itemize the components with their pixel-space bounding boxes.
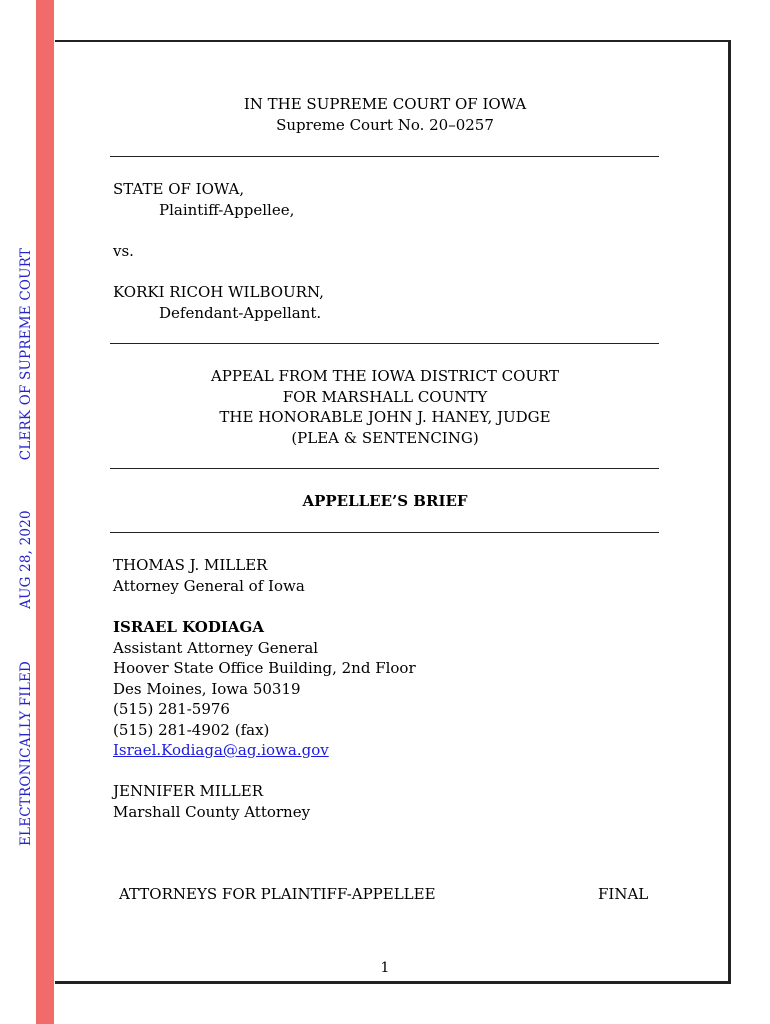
divider (110, 343, 659, 344)
appeal-line: APPEAL FROM THE IOWA DISTRICT COURT (210, 367, 560, 385)
phone: (515) 281-5976 (113, 700, 230, 718)
appeal-block (110, 366, 660, 448)
divider (110, 156, 659, 157)
assistant-ag-block (113, 617, 416, 761)
stamp-clerk: CLERK OF SUPREME COURT (18, 247, 34, 461)
ca-name: JENNIFER MILLER (113, 782, 264, 800)
address-line: Hoover State Office Building, 2nd Floor (113, 659, 416, 677)
caption-block (110, 94, 660, 135)
aag-name: ISRAEL KODIAGA (113, 618, 264, 636)
defendant-block (113, 282, 324, 323)
final-label: FINAL (598, 885, 649, 903)
plaintiff-role: Plaintiff-Appellee, (159, 200, 295, 219)
fax: (515) 281-4902 (fax) (113, 720, 270, 739)
page-number: 1 (380, 960, 390, 976)
stamp-filed: ELECTRONICALLY FILED (18, 660, 34, 846)
attorneys-for: ATTORNEYS FOR PLAINTIFF-APPELLEE (119, 885, 436, 903)
address-line: Des Moines, Iowa 50319 (113, 679, 301, 698)
case-number: Supreme Court No. 20–0257 (276, 115, 494, 134)
ag-title: Attorney General of Iowa (113, 576, 305, 595)
aag-title: Assistant Attorney General (113, 638, 319, 657)
attorney-general-block (113, 555, 305, 596)
email-link[interactable]: Israel.Kodiaga@ag.iowa.gov (113, 741, 329, 759)
defendant-name: KORKI RICOH WILBOURN, (113, 283, 324, 301)
plaintiff-block (113, 179, 294, 220)
divider (110, 468, 659, 469)
ca-title: Marshall County Attorney (113, 802, 311, 821)
versus: vs. (113, 242, 134, 260)
defendant-role: Defendant-Appellant. (159, 303, 322, 322)
ag-name: THOMAS J. MILLER (113, 556, 268, 574)
brief-title: APPELLEE’S BRIEF (302, 492, 468, 510)
appeal-line: FOR MARSHALL COUNTY (282, 387, 488, 406)
stamp-date: AUG 28, 2020 (18, 510, 34, 609)
county-attorney-block (113, 781, 310, 822)
appeal-line: (PLEA & SENTENCING) (291, 428, 479, 447)
appeal-line: THE HONORABLE JOHN J. HANEY, JUDGE (219, 408, 551, 426)
court-name: IN THE SUPREME COURT OF IOWA (243, 95, 527, 113)
plaintiff-name: STATE OF IOWA, (113, 180, 245, 198)
divider (110, 532, 659, 533)
